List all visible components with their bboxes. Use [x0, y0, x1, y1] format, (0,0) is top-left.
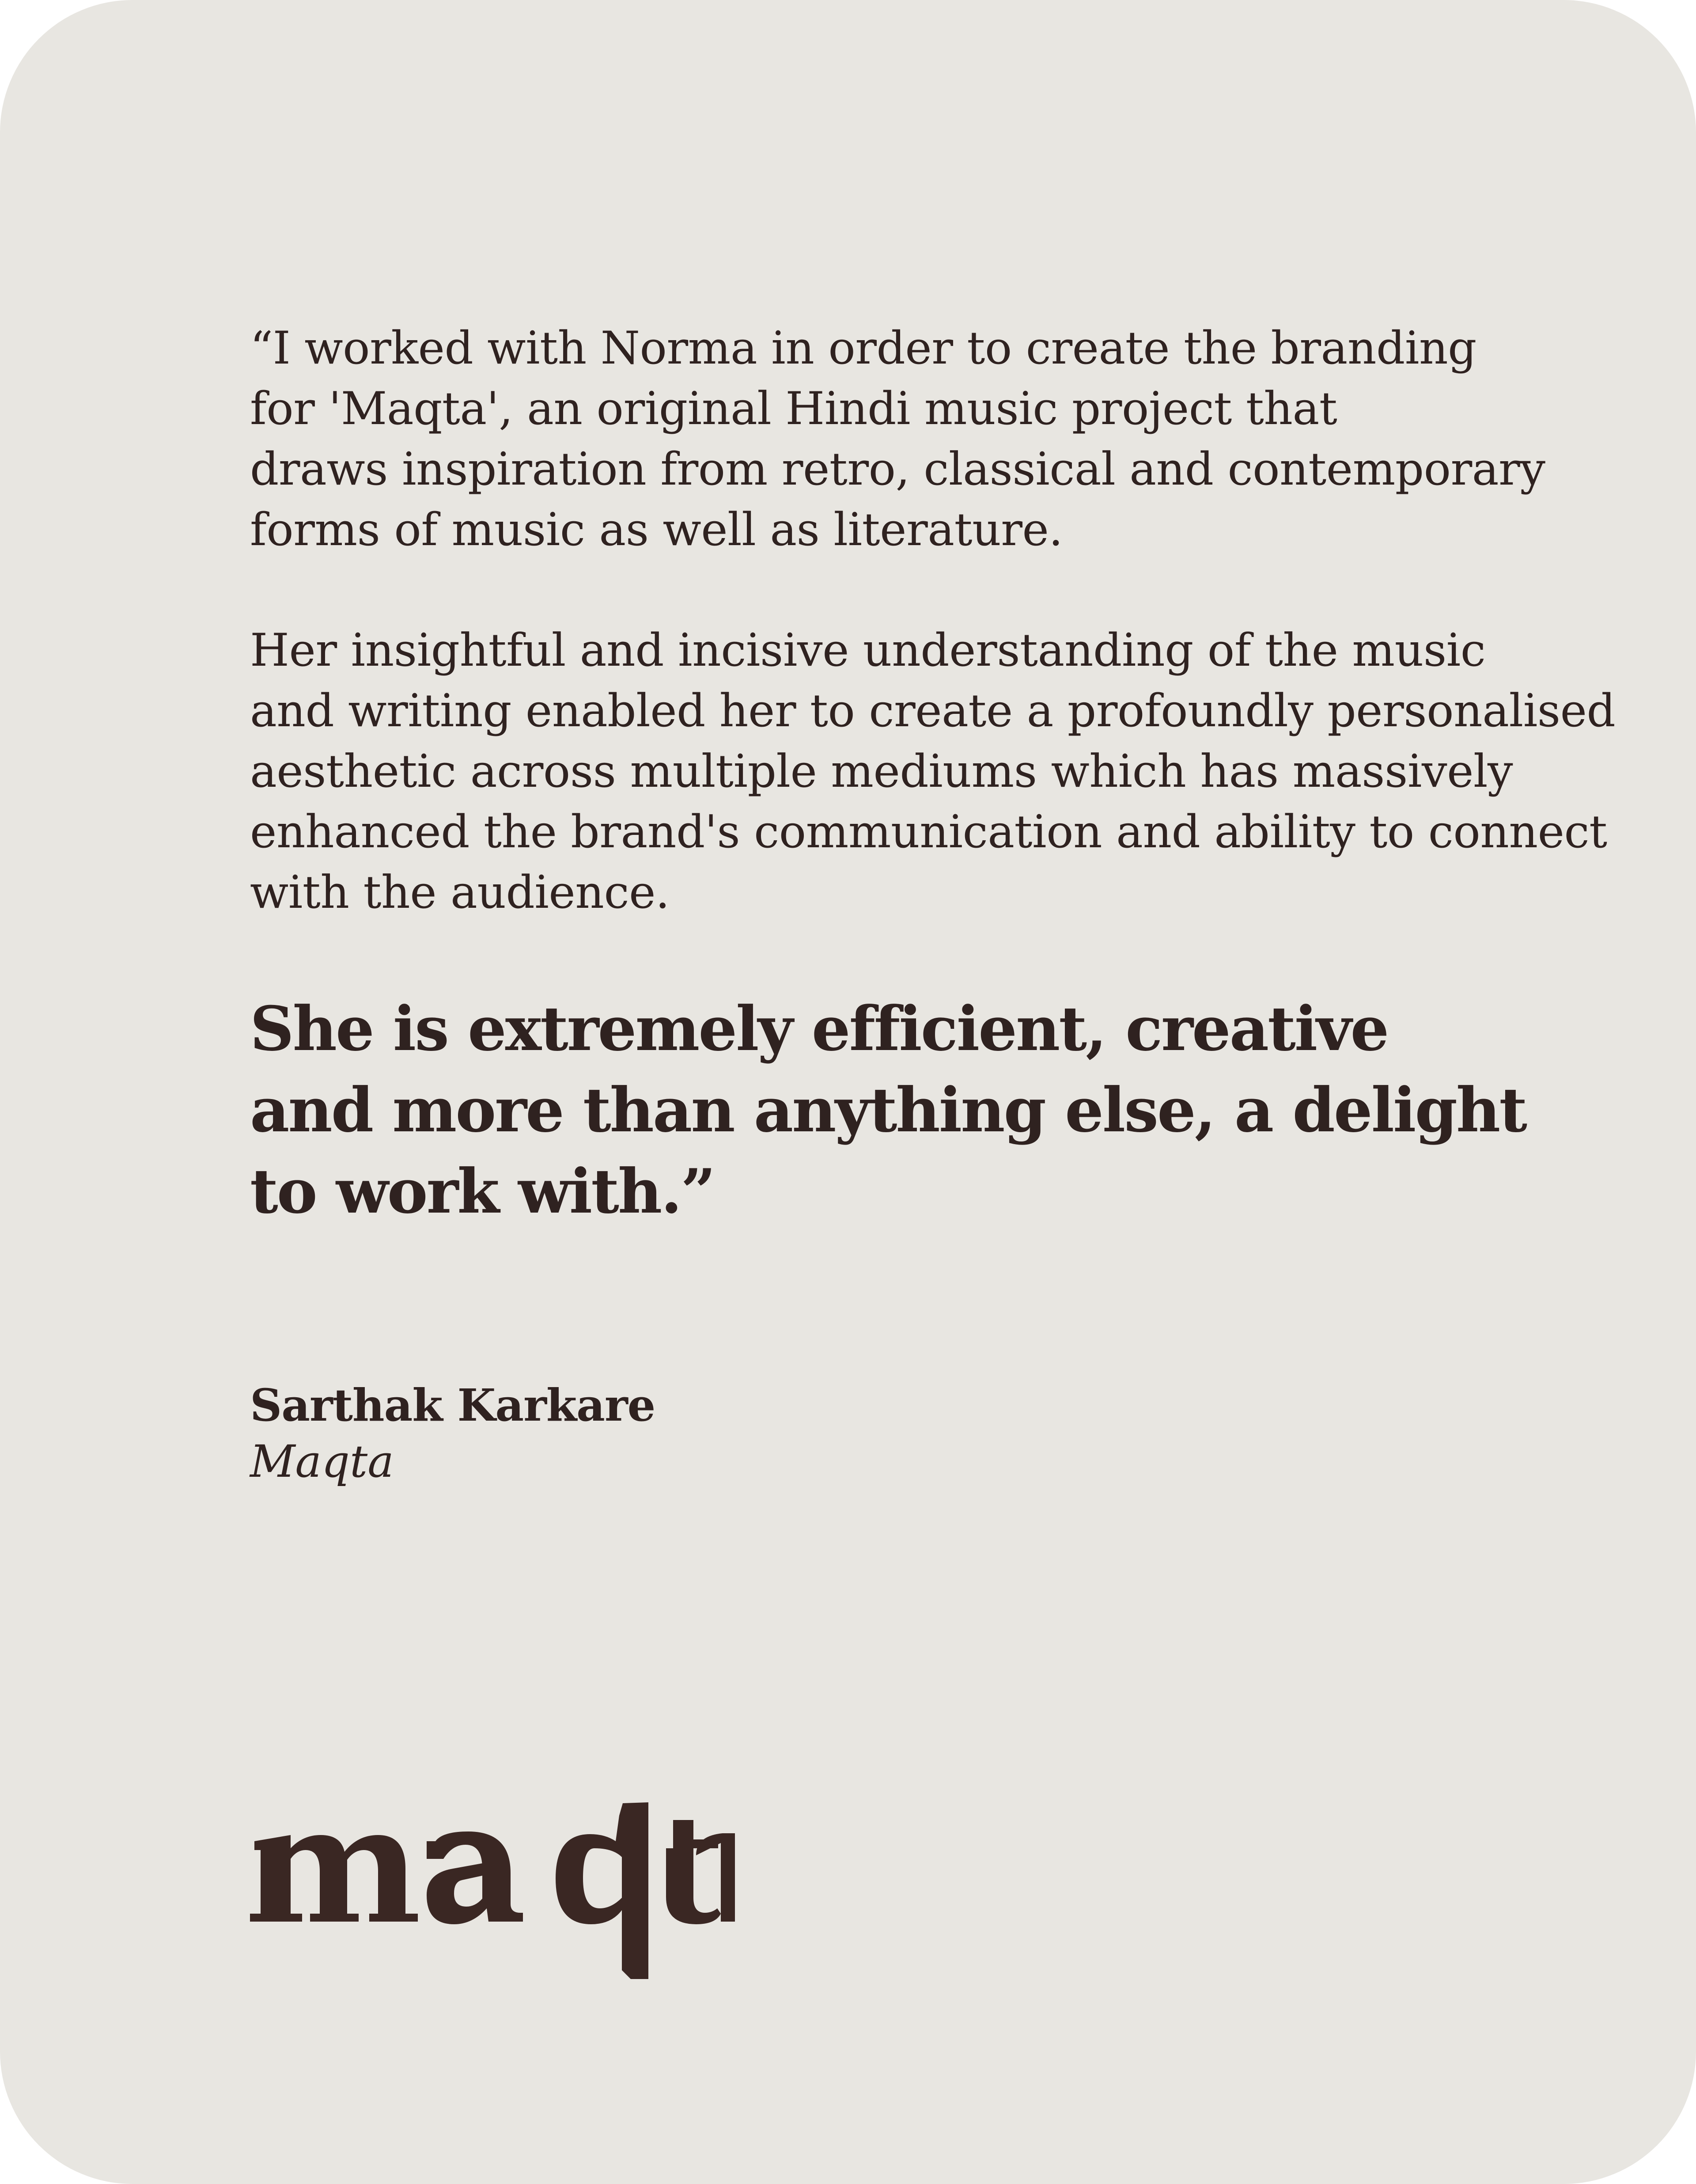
testimonial-quote	[250, 318, 1616, 1490]
quote-line: for 'Maqta', an original Hindi music project that	[250, 383, 1337, 435]
quote-line: “I worked with Norma in order to create the branding	[250, 322, 1476, 375]
emphasis-line: She is extremely efficient, creative	[250, 993, 1388, 1065]
maqta-wordmark-glyphs	[250, 1802, 735, 1979]
quote-line: Her insightful and incisive understanding of the music	[250, 624, 1486, 677]
attribution	[250, 1377, 1531, 1490]
emphasis-line: and more than anything else, a delight	[250, 1074, 1526, 1146]
quote-line: with the audience.	[250, 866, 670, 919]
author-name: Sarthak Karkare	[250, 1379, 655, 1431]
quote-line: forms of music as well as literature.	[250, 504, 1063, 556]
emphasis-line: to work with.”	[250, 1155, 715, 1227]
quote-line: enhanced the brand's communication and ability to connect	[250, 806, 1607, 858]
quote-line: aesthetic across multiple mediums which has massively	[250, 745, 1513, 798]
quote-emphasis	[250, 988, 1531, 1232]
quote-paragraph-1	[250, 318, 1545, 560]
quote-line: and writing enabled her to create a profoundly personalised	[250, 685, 1616, 737]
quote-line: draws inspiration from retro, classical and contemporary	[250, 443, 1545, 496]
author-company: Maqta	[250, 1436, 394, 1487]
quote-paragraph-2	[250, 620, 1616, 923]
maqta-logo	[250, 1802, 736, 1979]
